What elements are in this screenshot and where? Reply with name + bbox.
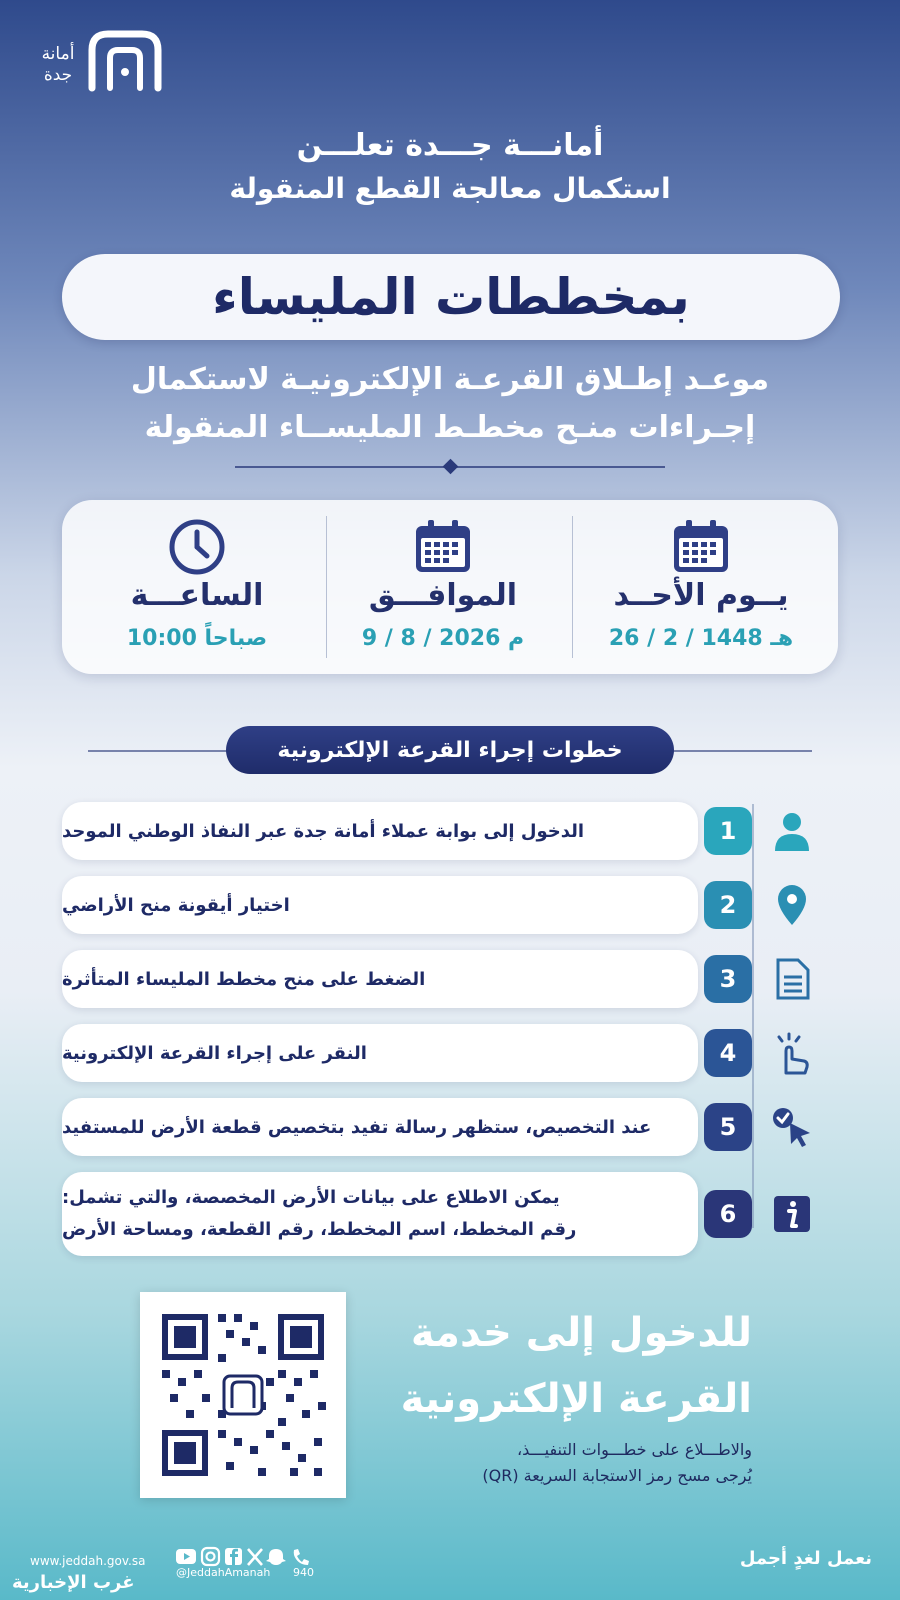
step-card — [62, 950, 698, 1008]
x-icon — [248, 1549, 262, 1565]
user-icon — [770, 809, 814, 853]
jeddah-logo-icon — [86, 28, 164, 94]
step-card — [62, 1024, 698, 1082]
website-link[interactable]: www.jeddah.gov.sa — [30, 1554, 146, 1568]
day-label: يــوم الأحــد — [613, 578, 789, 613]
page-title: بمخططات المليساء — [62, 254, 840, 340]
step-text: الضغط على منح مخطط المليساء المتأثرة — [62, 968, 426, 990]
header-line2: استكمال معالجة القطع المنقولة — [229, 172, 671, 205]
step-row — [62, 876, 812, 934]
step-text: اختيار أيقونة منح الأراضي — [62, 894, 290, 916]
step-number: 5 — [704, 1103, 752, 1151]
schedule-day — [572, 500, 830, 674]
qr-note-line2: يُرجى مسح رمز الاستجابة السريعة (QR) — [482, 1466, 752, 1485]
gregorian-value: 9 / 8 / 2026 م — [361, 626, 525, 651]
calendar-icon — [413, 518, 473, 576]
time-value: 10:00 صباحاً — [126, 626, 268, 651]
clock-icon — [167, 518, 227, 576]
logo-text — [28, 44, 88, 86]
qr-code-icon — [140, 1292, 346, 1498]
schedule-gregorian — [314, 500, 572, 674]
step-card — [62, 876, 698, 934]
phone-number[interactable]: 940 — [293, 1566, 314, 1579]
steps-connector — [752, 804, 754, 1228]
time-label: الساعـــة — [130, 578, 264, 613]
step-text: النقر على إجراء القرعة الإلكترونية — [62, 1042, 367, 1064]
divider-diamond — [443, 459, 459, 475]
qr-title-line2: القرعة الإلكترونية — [400, 1376, 752, 1422]
step-text-line1: يمكن الاطلاع على بيانات الأرض المخصصة، والتي تشمل: — [62, 1187, 560, 1208]
logo-text-line2: جدة — [43, 65, 73, 85]
step-card — [62, 1172, 698, 1256]
step-number: 3 — [704, 955, 752, 1003]
step-row — [62, 1024, 812, 1082]
subtitle-line1: موعـد إطـلاق القرعـة الإلكترونيـة لاستكمال — [130, 362, 770, 397]
tap-hand-icon — [770, 1031, 814, 1075]
location-pin-icon — [770, 883, 814, 927]
social-icons — [176, 1546, 316, 1568]
header-line1: أمانـــة جـــدة تعلـــن — [296, 128, 604, 163]
calendar-icon — [671, 518, 731, 576]
step-number: 2 — [704, 881, 752, 929]
separator — [572, 516, 573, 658]
schedule-time — [68, 500, 326, 674]
qr-code[interactable] — [140, 1292, 346, 1498]
document-icon — [770, 957, 814, 1001]
instagram-icon — [202, 1548, 219, 1565]
steps-title: خطوات إجراء القرعة الإلكترونية — [226, 726, 674, 774]
watermark: غرب الإخبارية — [12, 1572, 135, 1593]
subtitle-line2: إجـراءات منـح مخطـط المليســاء المنقولة — [144, 410, 756, 445]
step-row — [62, 950, 812, 1008]
step-number: 6 — [704, 1190, 752, 1238]
schedule-card — [62, 500, 838, 674]
step-row — [62, 1172, 812, 1256]
slogan: نعمل لغدٍ أجمل — [739, 1548, 872, 1569]
gregorian-label: الموافـــق — [368, 578, 518, 613]
step-card — [62, 802, 698, 860]
social-handle[interactable]: @JeddahAmanah — [176, 1566, 271, 1579]
step-row — [62, 1098, 812, 1156]
info-icon — [770, 1192, 814, 1236]
qr-note-line1: والاطـــلاع على خطـــوات التنفيـــذ، — [517, 1440, 752, 1459]
step-text: عند التخصيص، ستظهر رسالة تفيد بتخصيص قطعة الأرض للمستفيد — [62, 1116, 652, 1138]
separator — [326, 516, 327, 658]
step-number: 4 — [704, 1029, 752, 1077]
day-value: 26 / 2 / 1448 هـ — [608, 626, 794, 651]
step-row — [62, 802, 812, 860]
cursor-check-icon — [770, 1105, 814, 1149]
qr-title-line1: للدخول إلى خدمة — [410, 1310, 752, 1356]
logo-text-line1: أمانة — [41, 44, 75, 64]
phone-icon — [294, 1549, 309, 1565]
step-text-line2: رقم المخطط، اسم المخطط، رقم القطعة، ومساحة الأرض — [62, 1219, 577, 1240]
step-card — [62, 1098, 698, 1156]
step-text: الدخول إلى بوابة عملاء أمانة جدة عبر النفاذ الوطني الموحد — [62, 820, 585, 842]
step-number: 1 — [704, 807, 752, 855]
snapchat-icon — [266, 1549, 286, 1565]
